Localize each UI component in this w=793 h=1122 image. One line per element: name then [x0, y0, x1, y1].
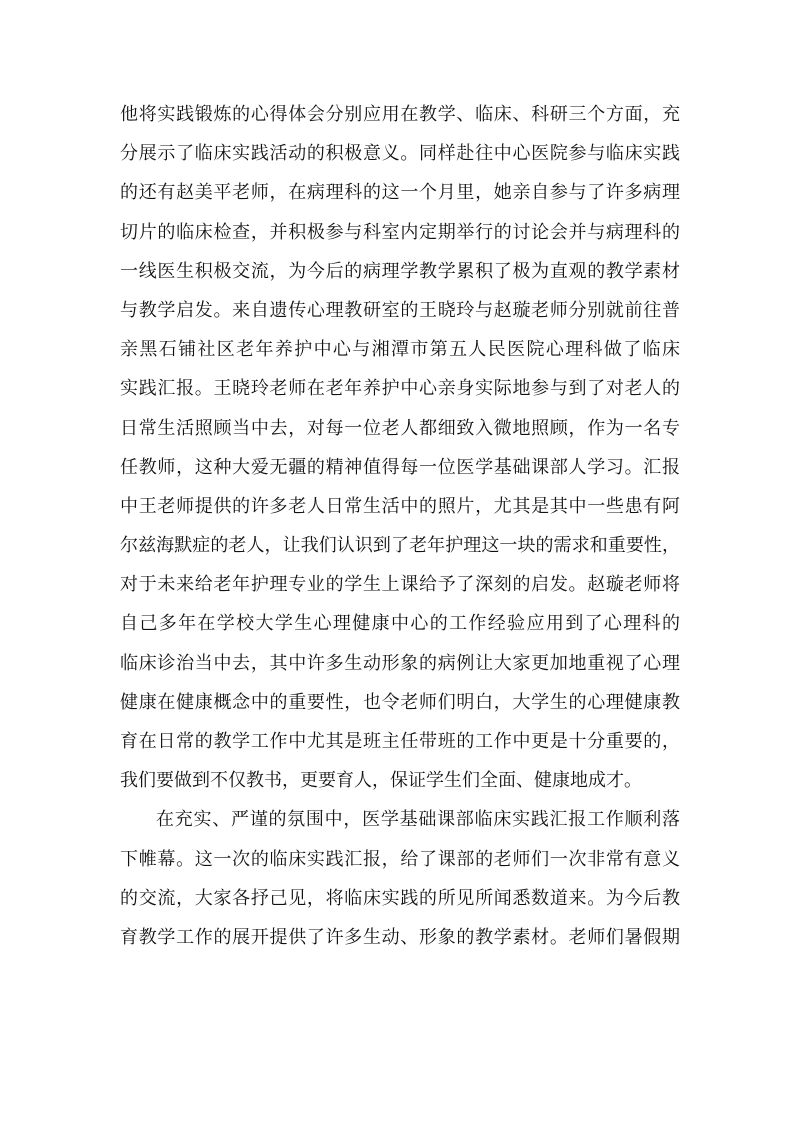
text-line: 分展示了临床实践活动的积极意义。同样赴往中心医院参与临床实践: [120, 143, 680, 165]
text-line: 在充实、严谨的氛围中，医学基础课部临床实践汇报工作顺利落: [156, 809, 680, 831]
text-line: 健康在健康概念中的重要性，也令老师们明白，大学生的心理健康教: [120, 691, 680, 713]
text-line: 育教学工作的展开提供了许多生动、形象的教学素材。老师们暑假期: [120, 926, 680, 948]
text-line: 尔兹海默症的老人，让我们认识到了老年护理这一块的需求和重要性，: [120, 535, 680, 557]
text-line: 的还有赵美平老师，在病理科的这一个月里，她亲自参与了许多病理: [120, 182, 680, 204]
text-line: 对于未来给老年护理专业的学生上课给予了深刻的启发。赵璇老师将: [120, 574, 680, 596]
text-line: 中王老师提供的许多老人日常生活中的照片，尤其是其中一些患有阿: [120, 495, 680, 517]
text-line: 自己多年在学校大学生心理健康中心的工作经验应用到了心理科的: [120, 613, 680, 635]
text-line: 与教学启发。来自遗传心理教研室的王晓玲与赵璇老师分别就前往普: [120, 299, 680, 321]
text-line: 他将实践锻炼的心得体会分别应用在教学、临床、科研三个方面，充: [120, 104, 680, 125]
paragraph-2: [120, 800, 680, 957]
text-line: 育在日常的教学工作中尤其是班主任带班的工作中更是十分重要的，: [120, 731, 680, 752]
text-line: 的交流，大家各抒己见，将临床实践的所见所闻悉数道来。为今后教: [120, 887, 680, 909]
text-line: 我们要做到不仅教书，更要育人，保证学生们全面、健康地成才。: [120, 770, 642, 792]
text-line: 实践汇报。王晓玲老师在老年养护中心亲身实际地参与到了对老人的: [120, 378, 680, 400]
text-line: 一线医生积极交流，为今后的病理学教学累积了极为直观的教学素材: [120, 260, 680, 282]
text-line: 任教师，这种大爱无疆的精神值得每一位医学基础课部人学习。汇报: [120, 456, 680, 478]
paragraph-1: [120, 95, 680, 800]
text-line: 临床诊治当中去，其中许多生动形象的病例让大家更加地重视了心理: [120, 652, 680, 674]
text-line: 日常生活照顾当中去，对每一位老人都细致入微地照顾，作为一名专: [120, 417, 680, 439]
body-text: [120, 95, 680, 957]
text-line: 亲黑石铺社区老年养护中心与湘潭市第五人民医院心理科做了临床: [120, 339, 680, 361]
text-line: 切片的临床检查，并积极参与科室内定期举行的讨论会并与病理科的: [120, 221, 680, 243]
text-line: 下帷幕。这一次的临床实践汇报，给了课部的老师们一次非常有意义: [120, 848, 680, 870]
